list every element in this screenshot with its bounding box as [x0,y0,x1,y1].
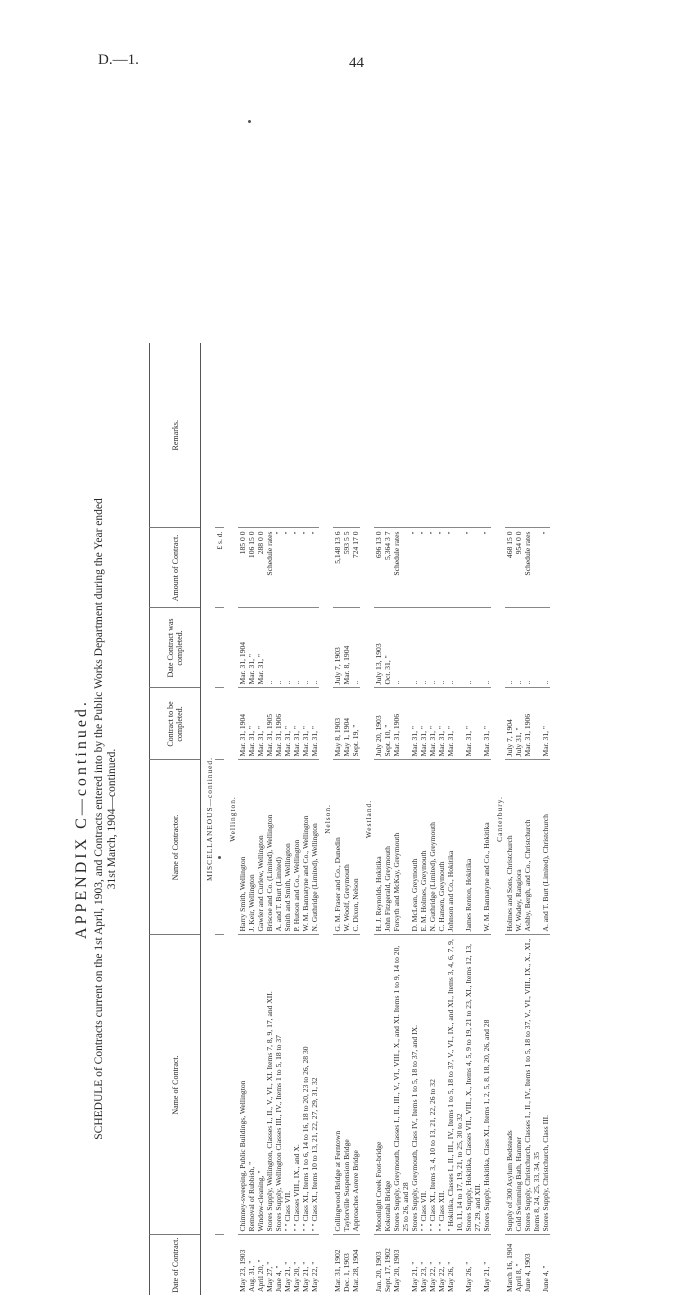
cell-name-of-contract: " " Classes VIII., IX., and X. [292,935,301,1235]
cell-remarks [274,343,283,528]
cell-name-of-contractor: Smith and Smith, Wellington [283,760,292,935]
cell-date-of-contract: May 23, " [419,1235,428,1295]
cell-date-of-contract: May 22, " [428,1235,437,1295]
scan-speck [218,856,221,859]
table-row [351,343,360,1295]
cell-to-be-completed: Sept. 10, " [383,688,392,760]
cell-name-of-contract: " " Class XII. [437,935,446,1235]
schedule-sheet [71,339,631,1299]
cell-remarks [301,343,310,528]
cell-remarks [292,343,301,528]
cell-remarks [437,343,446,528]
table-row [256,343,265,1295]
cell-date-of-contract: May 20, " [292,1235,301,1295]
cell-amount: 696 13 0 [374,528,383,608]
scan-speck [248,120,251,123]
cell-date-completed: .. [482,608,491,688]
cell-remarks [541,343,550,528]
col-amount: Amount of Contract. [150,528,201,608]
cell-date-of-contract: May 21, " [301,1235,310,1295]
cell-date-of-contract: Dec. 1, 1903 [342,1235,351,1295]
cell-name-of-contract: Taylorville Suspension Bridge [342,935,351,1235]
table-row [464,343,482,1295]
col-name-of-contractor: Name of Contractor. [150,760,201,935]
cell-name-of-contract: " " Class VII. [419,935,428,1235]
cell-name-of-contract: Stores Supply, Christchurch, Classes I., II., IV., Items 1 to 5, 18 to 37, V., VI., VIII., IX., X., XI., Items 8, 24, 25, 33, 34, 35 [523,935,541,1235]
cell-to-be-completed: Mar. 31, " [410,688,419,760]
cell-name-of-contract: " " Class XI., Items 10 to 13, 21, 22, 27, 29, 31, 32 [310,935,319,1235]
cell-date-of-contract: May 21, " [283,1235,292,1295]
cell-amount: Schedule rates [265,528,274,608]
table-row [292,343,301,1295]
cell-name-of-contractor: W. Woolf, Greymouth [342,760,351,935]
cell-date-completed: .. [410,608,419,688]
cell-amount: " [274,528,283,608]
title-block [71,339,139,1299]
col-contract-to-be-completed: Contract to be completed. [150,688,201,760]
cell-remarks [419,343,428,528]
cell-to-be-completed: Mar. 31, " [310,688,319,760]
cell-remarks [392,343,410,528]
cell-date-completed: .. [523,608,541,688]
cell-name-of-contract: Cold Swimming Bath, Hanmer [514,935,523,1235]
cell-date-of-contract: May 26, " [464,1235,482,1295]
cell-name-of-contractor: John Fitzgerald, Greymouth [383,760,392,935]
col-date-of-contract: Date of Contract. [150,1235,201,1295]
cell-remarks [256,343,265,528]
cell-date-completed: .. [419,608,428,688]
cell-name-of-contract: Stores Supply, Greymouth, Class IV., Items 1 to 5, 18 to 37, and IX. [410,935,419,1235]
cell-date-of-contract: May 20, 1903 [392,1235,410,1295]
cell-name-of-contractor: H. J. Reynolds, Hokitika [374,760,383,935]
table-row [283,343,292,1295]
cell-name-of-contract: Stores Supply, Wellington Classes III., IV., Items 1 to 5, 18 to 37 [274,935,283,1235]
schedule-title-line-2: 31st March, 1904—continued. [106,748,118,890]
cell-date-of-contract: May 21, " [482,1235,491,1295]
cell-to-be-completed: Mar. 31, " [464,688,482,760]
cell-name-of-contract: Removal of Rubbish, " [247,935,256,1235]
cell-amount: " [464,528,482,608]
cell-to-be-completed: Mar. 31, 1906 [392,688,410,760]
cell-amount: 954 0 0 [514,528,523,608]
cell-name-of-contract: Stores Supply, Wellington, Classes I., II., V., VI., XI. Items 7, 8, 9, 17, and XII. [265,935,274,1235]
cell-date-of-contract: March 16, 1904 [505,1235,514,1295]
table-row [274,343,283,1295]
cell-remarks [523,343,541,528]
cell-to-be-completed: Mar. 31, " [301,688,310,760]
cell-date-of-contract: April 8, " [514,1235,523,1295]
region-heading-row [224,343,238,1295]
appendix-title: APPENDIX C—continued. [73,699,90,939]
cell-amount: Schedule rates [523,528,541,608]
cell-name-of-contract: " " Class XI., Items 1 to 6, 14 to 16, 18 to 20, 23 to 26, 28 30 [301,935,310,1235]
cell-amount: " [419,528,428,608]
cell-amount: 593 5 5 [342,528,351,608]
cell-date-of-contract: June 4, " [274,1235,283,1295]
table-row [392,343,410,1295]
table-row [238,343,247,1295]
cell-name-of-contract: Stores Supply, Greymouth, Classes I., II., III., V., VI., VIII., X., and XI. Items 1 to 9, 14 to 20, 25 to 26, and 28 [392,935,410,1235]
table-row [310,343,319,1295]
cell-remarks [247,343,256,528]
table-row [446,343,464,1295]
cell-to-be-completed: Mar. 31, 1906 [523,688,541,760]
cell-amount: " [437,528,446,608]
contracts-table [149,343,550,1295]
cell-amount: 724 17 0 [351,528,360,608]
cell-name-of-contractor: Holmes and Sons, Christchurch [505,760,514,935]
cell-date-of-contract: May 22, " [310,1235,319,1295]
cell-date-of-contract: June 4, 1903 [523,1235,541,1295]
cell-to-be-completed: Mar. 31, 1906 [274,688,283,760]
cell-name-of-contractor: N. Guthridge (Limited), Wellington [310,760,319,935]
cell-date-completed: Mar. 31, 1904 [238,608,247,688]
cell-to-be-completed: Mar. 31, " [256,688,265,760]
cell-name-of-contractor: Johnson and Co., Hokitika [446,760,464,935]
cell-amount: 5,148 13 6 [333,528,342,608]
cell-amount: 468 15 0 [505,528,514,608]
cell-date-of-contract: Mar. 28, 1904 [351,1235,360,1295]
cell-amount: " [428,528,437,608]
page-number: 44 [349,55,364,71]
cell-amount: Schedule rates [392,528,410,608]
cell-name-of-contractor: Harry Smith, Wellington [238,760,247,935]
cell-date-completed: .. [292,608,301,688]
table-row [247,343,256,1295]
cell-amount: " [541,528,550,608]
cell-amount: 288 0 0 [256,528,265,608]
cell-to-be-completed: May 8, 1903 [333,688,342,760]
cell-date-of-contract: April 20, " [256,1235,265,1295]
cell-date-completed: .. [514,608,523,688]
cell-name-of-contract: Moonlight Creek Foot-bridge [374,935,383,1235]
region-heading: Nelson. [323,804,332,834]
cell-remarks [333,343,342,528]
cell-amount: 185 0 0 [238,528,247,608]
cell-date-completed: .. [446,608,464,688]
cell-date-of-contract: Aug. 31, " [247,1235,256,1295]
cell-name-of-contractor: A. and T. Burt (Limited), Christchurch [541,760,550,935]
cell-name-of-contract: Stores Supply, Christchurch, Class III. [541,935,550,1235]
col-date-completed: Date Contract was completed. [150,608,201,688]
cell-to-be-completed: Mar. 31, 1905 [265,688,274,760]
region-heading: Westland. [364,799,373,839]
cell-date-completed: .. [265,608,274,688]
cell-name-of-contractor: W. M. Bannatyne and Co., Wellington [301,760,310,935]
cell-date-of-contract: Mar. 31, 1902 [333,1235,342,1295]
region-heading-row [360,343,374,1295]
region-heading-row [319,343,333,1295]
table-row [383,343,392,1295]
cell-amount: " [301,528,310,608]
cell-remarks [342,343,351,528]
cell-date-of-contract: Jan. 20, 1903 [374,1235,383,1295]
cell-to-be-completed: July 7, 1904 [505,688,514,760]
section-heading: MISCELLANEOUS—continued. [205,757,214,881]
cell-to-be-completed: Mar. 31, " [283,688,292,760]
cell-remarks [265,343,274,528]
cell-name-of-contractor: Forsyth and McKay, Greymouth [392,760,410,935]
cell-date-completed: .. [437,608,446,688]
cell-name-of-contractor: W. Wadey, Rangiora [514,760,523,935]
cell-remarks [351,343,360,528]
cell-date-of-contract: May 22, " [437,1235,446,1295]
table-row [523,343,541,1295]
cell-amount: " [292,528,301,608]
cell-remarks [374,343,383,528]
cell-date-completed: .. [392,608,410,688]
cell-name-of-contract: " " Class VII. [283,935,292,1235]
table-row [482,343,491,1295]
table-body [201,343,551,1295]
cell-date-completed: Mar. 8, 1904 [342,608,351,688]
cell-name-of-contract: Kokotahi Bridge [383,935,392,1235]
cell-name-of-contractor: E. M. Holmes, Greymouth [419,760,428,935]
cell-amount: 106 15 0 [247,528,256,608]
cell-date-of-contract: June 4, " [541,1235,550,1295]
cell-date-completed: Mar. 31, " [256,608,265,688]
cell-date-of-contract: May 27, " [265,1235,274,1295]
cell-date-completed: July 7, 1903 [333,608,342,688]
cell-remarks [310,343,319,528]
cell-name-of-contractor: G. M. Fraser and Co., Dunedin [333,760,342,935]
table-row [514,343,523,1295]
table-row [505,343,514,1295]
cell-remarks [514,343,523,528]
cell-remarks [383,343,392,528]
page-reference: D.—1. [98,52,139,68]
col-remarks: Remarks. [150,343,201,528]
cell-name-of-contractor: J. Keir, Wellington [247,760,256,935]
cell-to-be-completed: Sept. 19, " [351,688,360,760]
cell-amount: " [310,528,319,608]
cell-amount: " [446,528,464,608]
region-heading: Wellington. [228,796,237,842]
table-row [265,343,274,1295]
cell-amount: " [410,528,419,608]
cell-amount: 5,364 3 7 [383,528,392,608]
cell-name-of-contractor: Ashby, Bergh, and Co., Christchurch [523,760,541,935]
cell-name-of-contract: Collingwood Bridge at Ferntown [333,935,342,1235]
cell-remarks [505,343,514,528]
cell-name-of-contract: Stores Supply, Hokitika, Class XI., Items 1, 2, 5, 8, 18, 20, 26, and 28 [482,935,491,1235]
col-name-of-contract: Name of Contract. [150,935,201,1235]
cell-name-of-contractor: A. and T. Burt (Limited) [274,760,283,935]
cell-date-completed: .. [283,608,292,688]
cell-to-be-completed: Mar. 31, " [247,688,256,760]
cell-to-be-completed: Mar. 31, " [419,688,428,760]
cell-amount: " [482,528,491,608]
cell-name-of-contract: " " Class XI., Items 3, 4, 10 to 13, 21, 22, 26 to 32 [428,935,437,1235]
table-row [428,343,437,1295]
cell-to-be-completed: May 1, 1904 [342,688,351,760]
cell-date-of-contract: May 23, 1903 [238,1235,247,1295]
table-row [301,343,310,1295]
cell-name-of-contractor: Gawler and Curlew, Wellington [256,760,265,935]
cell-name-of-contractor: N. Guthridge (Limited), Greymouth [428,760,437,935]
cell-remarks [482,343,491,528]
cell-to-be-completed: July 20, 1903 [374,688,383,760]
cell-date-completed: .. [310,608,319,688]
cell-date-completed: Mar. 31, " [247,608,256,688]
cell-to-be-completed: July 31, " [514,688,523,760]
cell-date-of-contract: May 26, " [446,1235,464,1295]
table-row [374,343,383,1295]
table-row [342,343,351,1295]
schedule-title-line-1: SCHEDULE of Contracts current on the 1st April, 1903, and Contracts entered into by the Public Works Department during the Year ended [93,498,105,1140]
section-heading-row [201,343,216,1295]
cell-name-of-contract: Window-cleaning, " [256,935,265,1235]
cell-date-completed: Oct. 31, " [383,608,392,688]
table-row [333,343,342,1295]
table-row [541,343,550,1295]
cell-name-of-contractor: Briscoe and Co. (Limited), Wellington [265,760,274,935]
cell-to-be-completed: Mar. 31, " [437,688,446,760]
cell-amount: " [283,528,292,608]
cell-name-of-contractor: W. M. Bannatyne and Co., Hokitika [482,760,491,935]
cell-date-completed: .. [505,608,514,688]
cell-name-of-contract: Stores Supply, Hokitika, Classes VII., VIII., X., Items 4, 5, 9 to 19, 21 to 23, XI., Items 12, 13, 27, 29, and XII. [464,935,482,1235]
cell-name-of-contractor: C. Dixon, Nelson [351,760,360,935]
cell-name-of-contract: Chimney-sweeping, Public Buildings, Wellington [238,935,247,1235]
cell-remarks [428,343,437,528]
region-heading-row [491,343,505,1295]
region-heading: Canterbury. [495,796,504,842]
amount-units: £ s. d. [215,528,224,608]
table-header [150,343,201,1295]
cell-remarks [410,343,419,528]
cell-name-of-contractor: C. Hansen, Greymouth [437,760,446,935]
cell-date-of-contract: Sept. 17, 1902 [383,1235,392,1295]
cell-to-be-completed: Mar. 31, " [482,688,491,760]
table-row [437,343,446,1295]
cell-to-be-completed: Mar. 31, " [541,688,550,760]
cell-date-completed: .. [274,608,283,688]
cell-date-completed: .. [464,608,482,688]
cell-to-be-completed: Mar. 31, " [446,688,464,760]
cell-date-completed: .. [301,608,310,688]
cell-remarks [464,343,482,528]
cell-date-of-contract: May 21, " [410,1235,419,1295]
cell-remarks [238,343,247,528]
cell-name-of-contract: Approaches Aorere Bridge [351,935,360,1235]
cell-date-completed: .. [428,608,437,688]
cell-name-of-contractor: D. McLean, Greymouth [410,760,419,935]
cell-remarks [446,343,464,528]
cell-name-of-contractor: P. Hutson and Co., Wellington [292,760,301,935]
table-row [419,343,428,1295]
cell-date-completed: .. [351,608,360,688]
cell-to-be-completed: Mar. 31, 1904 [238,688,247,760]
cell-date-completed: July 13, 1903 [374,608,383,688]
cell-name-of-contract: Supply of 300 Asylum Bedsteads [505,935,514,1235]
table-row [410,343,419,1295]
cell-remarks [283,343,292,528]
units-row [215,343,224,1295]
cell-date-completed: .. [541,608,550,688]
cell-to-be-completed: Mar. 31, " [292,688,301,760]
cell-to-be-completed: Mar. 31, " [428,688,437,760]
cell-name-of-contractor: James Renton, Hokitika [464,760,482,935]
cell-name-of-contract: " Hokitika, Classes I., II., III., IV., Items 1 to 5, 18 to 37, V., VI., IX., and XI., Items 3, 4, 6, 7, 9, 10, 11, 14 to 17, 19, 21, to 25, 30 to 32 [446,935,464,1235]
